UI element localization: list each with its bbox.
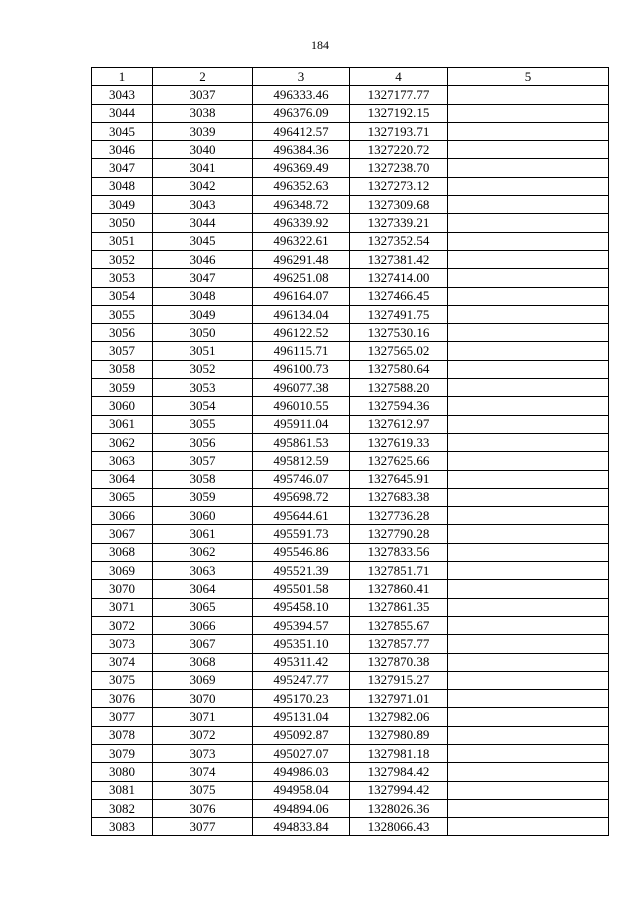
table-cell-col-1: 3065 xyxy=(92,488,153,506)
table-cell-col-1: 3058 xyxy=(92,360,153,378)
table-cell-col-4: 1327339.21 xyxy=(350,214,448,232)
table-cell-col-3: 495131.04 xyxy=(253,708,350,726)
table-cell-col-1: 3046 xyxy=(92,141,153,159)
table-row xyxy=(92,250,609,268)
table-cell-col-4: 1327491.75 xyxy=(350,305,448,323)
table-cell-col-1: 3050 xyxy=(92,214,153,232)
table-cell-col-3: 495351.10 xyxy=(253,635,350,653)
table-cell-col-1: 3048 xyxy=(92,177,153,195)
table-cell-col-1: 3070 xyxy=(92,580,153,598)
table-cell-col-3: 496164.07 xyxy=(253,287,350,305)
table-cell-col-3: 496322.61 xyxy=(253,232,350,250)
table-row xyxy=(92,781,609,799)
table-cell-col-1: 3054 xyxy=(92,287,153,305)
table-cell-col-1: 3060 xyxy=(92,397,153,415)
table-row xyxy=(92,488,609,506)
table-cell-col-2: 3056 xyxy=(153,433,253,451)
table-cell-col-3: 495027.07 xyxy=(253,744,350,762)
table-cell-col-3: 496333.46 xyxy=(253,86,350,104)
table-cell-col-4: 1327645.91 xyxy=(350,470,448,488)
table-cell-col-5 xyxy=(448,598,609,616)
table-cell-col-1: 3044 xyxy=(92,104,153,122)
table-cell-col-1: 3079 xyxy=(92,744,153,762)
table-cell-col-4: 1327851.71 xyxy=(350,562,448,580)
table-cell-col-5 xyxy=(448,653,609,671)
table-row xyxy=(92,232,609,250)
table-cell-col-3: 495247.77 xyxy=(253,671,350,689)
table-row xyxy=(92,616,609,634)
table-row xyxy=(92,525,609,543)
table-cell-col-4: 1327870.38 xyxy=(350,653,448,671)
table-cell-col-5 xyxy=(448,269,609,287)
table-cell-col-3: 496352.63 xyxy=(253,177,350,195)
table-cell-col-4: 1327594.36 xyxy=(350,397,448,415)
table-cell-col-5 xyxy=(448,690,609,708)
table-cell-col-5 xyxy=(448,177,609,195)
table-cell-col-2: 3038 xyxy=(153,104,253,122)
table-cell-col-3: 496100.73 xyxy=(253,360,350,378)
table-cell-col-1: 3061 xyxy=(92,415,153,433)
table-cell-col-1: 3055 xyxy=(92,305,153,323)
table-cell-col-2: 3050 xyxy=(153,324,253,342)
table-row xyxy=(92,122,609,140)
header-cell-4: 4 xyxy=(350,68,448,86)
table-cell-col-1: 3076 xyxy=(92,690,153,708)
table-cell-col-1: 3068 xyxy=(92,543,153,561)
header-cell-1: 1 xyxy=(92,68,153,86)
table-row xyxy=(92,287,609,305)
table-cell-col-1: 3059 xyxy=(92,379,153,397)
table-cell-col-3: 495698.72 xyxy=(253,488,350,506)
table-cell-col-5 xyxy=(448,616,609,634)
table-cell-col-4: 1327683.38 xyxy=(350,488,448,506)
table-cell-col-3: 496412.57 xyxy=(253,122,350,140)
table-cell-col-3: 495644.61 xyxy=(253,507,350,525)
table-cell-col-2: 3051 xyxy=(153,342,253,360)
table-row xyxy=(92,324,609,342)
table-cell-col-3: 495092.87 xyxy=(253,726,350,744)
table-cell-col-3: 495911.04 xyxy=(253,415,350,433)
table-cell-col-3: 495521.39 xyxy=(253,562,350,580)
table-cell-col-3: 495311.42 xyxy=(253,653,350,671)
table-cell-col-1: 3082 xyxy=(92,799,153,817)
table-cell-col-3: 496251.08 xyxy=(253,269,350,287)
table-cell-col-4: 1327619.33 xyxy=(350,433,448,451)
table-cell-col-4: 1327193.71 xyxy=(350,122,448,140)
table-cell-col-5 xyxy=(448,433,609,451)
table-cell-col-5 xyxy=(448,470,609,488)
table-row xyxy=(92,708,609,726)
table-cell-col-2: 3067 xyxy=(153,635,253,653)
table-cell-col-1: 3062 xyxy=(92,433,153,451)
table-cell-col-3: 495861.53 xyxy=(253,433,350,451)
table-cell-col-5 xyxy=(448,543,609,561)
table-cell-col-5 xyxy=(448,379,609,397)
table-row xyxy=(92,214,609,232)
table-cell-col-1: 3081 xyxy=(92,781,153,799)
table-cell-col-2: 3052 xyxy=(153,360,253,378)
table-cell-col-5 xyxy=(448,488,609,506)
table-cell-col-4: 1327580.64 xyxy=(350,360,448,378)
table-cell-col-2: 3063 xyxy=(153,562,253,580)
table-row xyxy=(92,269,609,287)
table-row xyxy=(92,507,609,525)
table-cell-col-1: 3074 xyxy=(92,653,153,671)
table-cell-col-2: 3053 xyxy=(153,379,253,397)
table-cell-col-4: 1327192.15 xyxy=(350,104,448,122)
header-row xyxy=(92,68,609,86)
table-cell-col-1: 3047 xyxy=(92,159,153,177)
table-row xyxy=(92,562,609,580)
table-cell-col-5 xyxy=(448,562,609,580)
table-cell-col-4: 1327352.54 xyxy=(350,232,448,250)
table-cell-col-2: 3048 xyxy=(153,287,253,305)
table-cell-col-1: 3083 xyxy=(92,818,153,836)
table-cell-col-5 xyxy=(448,159,609,177)
table-cell-col-4: 1327861.35 xyxy=(350,598,448,616)
table-cell-col-4: 1327982.06 xyxy=(350,708,448,726)
table-cell-col-3: 495458.10 xyxy=(253,598,350,616)
table-cell-col-2: 3069 xyxy=(153,671,253,689)
table-cell-col-4: 1327915.27 xyxy=(350,671,448,689)
table-cell-col-1: 3077 xyxy=(92,708,153,726)
table-row xyxy=(92,141,609,159)
table-cell-col-1: 3071 xyxy=(92,598,153,616)
table-cell-col-5 xyxy=(448,708,609,726)
table-row xyxy=(92,177,609,195)
table-cell-col-2: 3045 xyxy=(153,232,253,250)
table-cell-col-4: 1328066.43 xyxy=(350,818,448,836)
table-cell-col-2: 3064 xyxy=(153,580,253,598)
table-cell-col-5 xyxy=(448,452,609,470)
table-cell-col-3: 496010.55 xyxy=(253,397,350,415)
table-row xyxy=(92,342,609,360)
table-cell-col-2: 3046 xyxy=(153,250,253,268)
table-cell-col-4: 1327414.00 xyxy=(350,269,448,287)
table-cell-col-2: 3043 xyxy=(153,196,253,214)
table-cell-col-4: 1327855.67 xyxy=(350,616,448,634)
table-cell-col-5 xyxy=(448,324,609,342)
table-row xyxy=(92,799,609,817)
table-cell-col-4: 1327984.42 xyxy=(350,763,448,781)
table-cell-col-4: 1327530.16 xyxy=(350,324,448,342)
table-cell-col-4: 1327857.77 xyxy=(350,635,448,653)
header-cell-3: 3 xyxy=(253,68,350,86)
table-row xyxy=(92,159,609,177)
table-row xyxy=(92,635,609,653)
table-cell-col-1: 3052 xyxy=(92,250,153,268)
table-cell-col-2: 3065 xyxy=(153,598,253,616)
table-cell-col-2: 3057 xyxy=(153,452,253,470)
table-cell-col-3: 496384.36 xyxy=(253,141,350,159)
table-cell-col-4: 1327238.70 xyxy=(350,159,448,177)
table-row xyxy=(92,690,609,708)
table-row xyxy=(92,726,609,744)
table-cell-col-4: 1327565.02 xyxy=(350,342,448,360)
table-cell-col-2: 3073 xyxy=(153,744,253,762)
table-cell-col-3: 495591.73 xyxy=(253,525,350,543)
table-cell-col-5 xyxy=(448,232,609,250)
table-row xyxy=(92,470,609,488)
table-cell-col-1: 3078 xyxy=(92,726,153,744)
table-cell-col-3: 496291.48 xyxy=(253,250,350,268)
table-cell-col-3: 494986.03 xyxy=(253,763,350,781)
table-cell-col-1: 3056 xyxy=(92,324,153,342)
table-cell-col-3: 496376.09 xyxy=(253,104,350,122)
table-cell-col-5 xyxy=(448,507,609,525)
table-header xyxy=(92,68,609,86)
table-cell-col-1: 3075 xyxy=(92,671,153,689)
table-row xyxy=(92,86,609,104)
table-cell-col-4: 1327309.68 xyxy=(350,196,448,214)
table-cell-col-1: 3051 xyxy=(92,232,153,250)
header-cell-5: 5 xyxy=(448,68,609,86)
coordinates-table xyxy=(91,67,609,836)
table-cell-col-5 xyxy=(448,818,609,836)
table-cell-col-2: 3070 xyxy=(153,690,253,708)
table-cell-col-5 xyxy=(448,141,609,159)
table-cell-col-2: 3040 xyxy=(153,141,253,159)
table-cell-col-5 xyxy=(448,397,609,415)
table-body xyxy=(92,86,609,836)
table-cell-col-1: 3057 xyxy=(92,342,153,360)
table-cell-col-1: 3069 xyxy=(92,562,153,580)
table-row xyxy=(92,104,609,122)
table-row xyxy=(92,433,609,451)
table-cell-col-2: 3047 xyxy=(153,269,253,287)
table-cell-col-2: 3077 xyxy=(153,818,253,836)
table-cell-col-3: 496077.38 xyxy=(253,379,350,397)
table-cell-col-1: 3063 xyxy=(92,452,153,470)
table-cell-col-4: 1327625.66 xyxy=(350,452,448,470)
table-cell-col-1: 3073 xyxy=(92,635,153,653)
table-cell-col-2: 3041 xyxy=(153,159,253,177)
table-cell-col-4: 1327220.72 xyxy=(350,141,448,159)
table-cell-col-4: 1327381.42 xyxy=(350,250,448,268)
table-cell-col-1: 3072 xyxy=(92,616,153,634)
table-cell-col-2: 3044 xyxy=(153,214,253,232)
table-row xyxy=(92,598,609,616)
table-cell-col-5 xyxy=(448,86,609,104)
table-cell-col-5 xyxy=(448,763,609,781)
table-cell-col-3: 496122.52 xyxy=(253,324,350,342)
table-cell-col-5 xyxy=(448,196,609,214)
table-cell-col-2: 3071 xyxy=(153,708,253,726)
table-row xyxy=(92,580,609,598)
table-row xyxy=(92,653,609,671)
table-row xyxy=(92,452,609,470)
table-cell-col-3: 495746.07 xyxy=(253,470,350,488)
table-cell-col-1: 3064 xyxy=(92,470,153,488)
table-cell-col-2: 3055 xyxy=(153,415,253,433)
table-cell-col-3: 496115.71 xyxy=(253,342,350,360)
table-cell-col-4: 1327790.28 xyxy=(350,525,448,543)
table-cell-col-5 xyxy=(448,726,609,744)
table-cell-col-2: 3037 xyxy=(153,86,253,104)
table-cell-col-2: 3049 xyxy=(153,305,253,323)
table-cell-col-3: 495812.59 xyxy=(253,452,350,470)
table-cell-col-4: 1328026.36 xyxy=(350,799,448,817)
table-cell-col-2: 3058 xyxy=(153,470,253,488)
table-cell-col-2: 3061 xyxy=(153,525,253,543)
table-cell-col-5 xyxy=(448,781,609,799)
table-row xyxy=(92,196,609,214)
table-cell-col-2: 3060 xyxy=(153,507,253,525)
table-cell-col-5 xyxy=(448,104,609,122)
table-cell-col-3: 496339.92 xyxy=(253,214,350,232)
header-cell-2: 2 xyxy=(153,68,253,86)
table-cell-col-3: 496369.49 xyxy=(253,159,350,177)
table-cell-col-3: 494958.04 xyxy=(253,781,350,799)
table-cell-col-3: 494833.84 xyxy=(253,818,350,836)
table-cell-col-5 xyxy=(448,415,609,433)
table-cell-col-5 xyxy=(448,287,609,305)
table-row xyxy=(92,379,609,397)
table-cell-col-5 xyxy=(448,744,609,762)
table-cell-col-4: 1327588.20 xyxy=(350,379,448,397)
table-row xyxy=(92,543,609,561)
table-cell-col-4: 1327273.12 xyxy=(350,177,448,195)
table-row xyxy=(92,360,609,378)
table-cell-col-3: 494894.06 xyxy=(253,799,350,817)
table-cell-col-2: 3054 xyxy=(153,397,253,415)
table-cell-col-5 xyxy=(448,360,609,378)
table-cell-col-3: 495546.86 xyxy=(253,543,350,561)
table-cell-col-5 xyxy=(448,799,609,817)
table-cell-col-5 xyxy=(448,525,609,543)
table-row xyxy=(92,305,609,323)
table-cell-col-3: 496134.04 xyxy=(253,305,350,323)
page-number: 184 xyxy=(311,38,329,52)
table-cell-col-2: 3074 xyxy=(153,763,253,781)
table-cell-col-3: 495501.58 xyxy=(253,580,350,598)
table-cell-col-4: 1327980.89 xyxy=(350,726,448,744)
table-row xyxy=(92,744,609,762)
table-cell-col-5 xyxy=(448,122,609,140)
table-row xyxy=(92,397,609,415)
table-cell-col-2: 3072 xyxy=(153,726,253,744)
table-cell-col-4: 1327612.97 xyxy=(350,415,448,433)
table-row xyxy=(92,415,609,433)
table-cell-col-5 xyxy=(448,305,609,323)
table-cell-col-1: 3045 xyxy=(92,122,153,140)
table-cell-col-2: 3059 xyxy=(153,488,253,506)
table-cell-col-1: 3049 xyxy=(92,196,153,214)
table-cell-col-1: 3066 xyxy=(92,507,153,525)
table-cell-col-2: 3076 xyxy=(153,799,253,817)
table-cell-col-5 xyxy=(448,580,609,598)
table-cell-col-1: 3053 xyxy=(92,269,153,287)
table-cell-col-3: 495394.57 xyxy=(253,616,350,634)
table-cell-col-1: 3043 xyxy=(92,86,153,104)
table-cell-col-5 xyxy=(448,250,609,268)
table-cell-col-2: 3039 xyxy=(153,122,253,140)
table-cell-col-2: 3042 xyxy=(153,177,253,195)
table-cell-col-4: 1327466.45 xyxy=(350,287,448,305)
table-cell-col-4: 1327177.77 xyxy=(350,86,448,104)
table-cell-col-4: 1327736.28 xyxy=(350,507,448,525)
table-cell-col-2: 3068 xyxy=(153,653,253,671)
table-cell-col-1: 3067 xyxy=(92,525,153,543)
table-cell-col-2: 3075 xyxy=(153,781,253,799)
table-row xyxy=(92,763,609,781)
table-cell-col-4: 1327833.56 xyxy=(350,543,448,561)
table-row xyxy=(92,818,609,836)
table-cell-col-4: 1327860.41 xyxy=(350,580,448,598)
table-cell-col-3: 496348.72 xyxy=(253,196,350,214)
table-cell-col-4: 1327971.01 xyxy=(350,690,448,708)
table-cell-col-5 xyxy=(448,214,609,232)
table-cell-col-1: 3080 xyxy=(92,763,153,781)
table-cell-col-5 xyxy=(448,635,609,653)
table-cell-col-5 xyxy=(448,671,609,689)
table-cell-col-5 xyxy=(448,342,609,360)
table-cell-col-2: 3062 xyxy=(153,543,253,561)
table-cell-col-2: 3066 xyxy=(153,616,253,634)
table-cell-col-4: 1327994.42 xyxy=(350,781,448,799)
table-cell-col-3: 495170.23 xyxy=(253,690,350,708)
table-cell-col-4: 1327981.18 xyxy=(350,744,448,762)
table-row xyxy=(92,671,609,689)
